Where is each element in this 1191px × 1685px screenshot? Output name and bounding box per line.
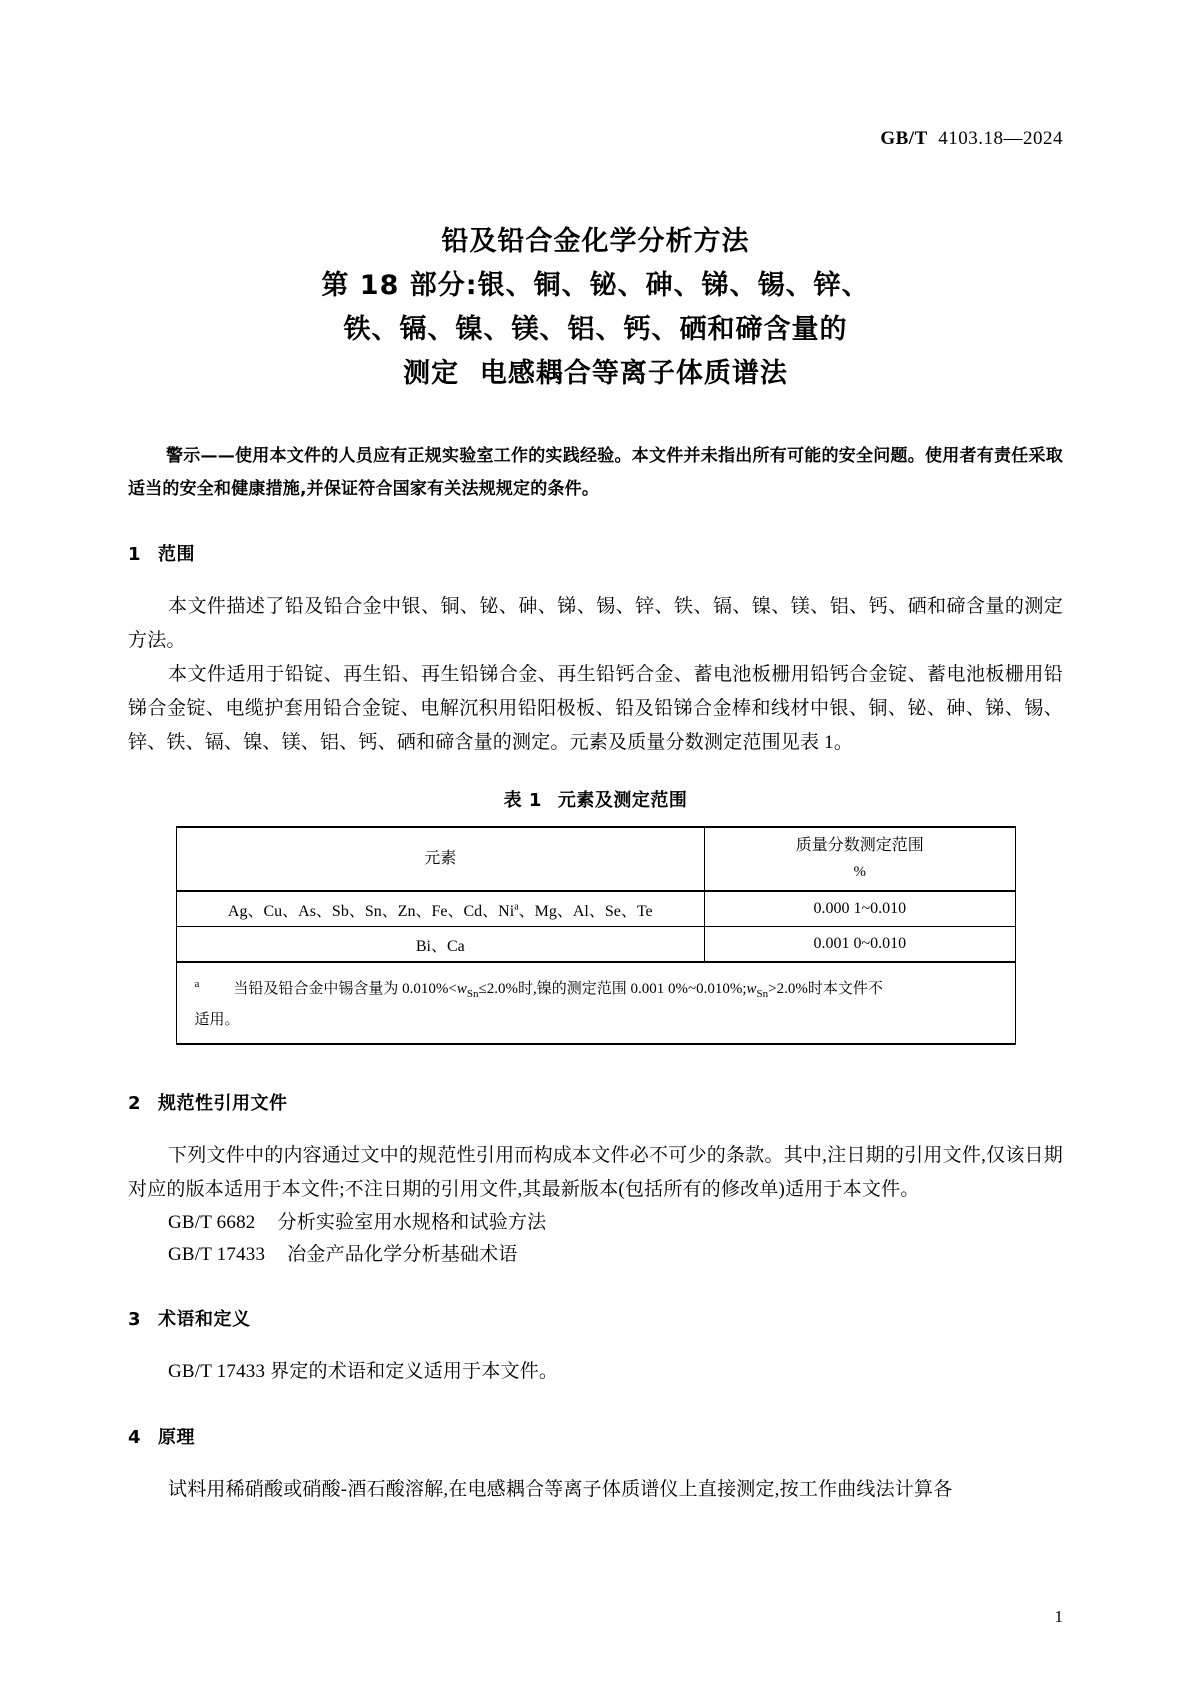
table-header-range-unit: % [853,864,867,880]
clause-number-4: 4 [128,1427,142,1448]
table-cell-elements [176,891,705,927]
clause-heading-1 [128,540,1063,566]
table-footnote [176,962,1015,1044]
footnote-ref-a: a [514,901,519,913]
table-header-range-line1: 质量分数测定范围 [795,837,924,854]
table-header-row [176,827,1015,891]
ref-title-2: 冶金产品化学分析基础术语 [287,1244,518,1265]
table-footnote-row [176,962,1015,1044]
elements-list-1-tail: 、Mg、Al、Se、Te [518,902,653,920]
standard-prefix: GB/T [880,128,928,149]
footnote-var-1: w [456,981,467,997]
clause-heading-2 [128,1089,1063,1115]
title-line-3: 铁、镉、镍、镁、铝、钙、硒和碲含量的 [343,314,848,345]
title-line-1: 铅及铅合金化学分析方法 [441,226,750,257]
table-header-elements: 元素 [176,827,705,891]
table-caption [128,786,1063,812]
standard-number: 4103.18 [938,128,1004,149]
ref-code-1: GB/T 6682 [168,1212,256,1233]
normative-ref-item [128,1239,1063,1271]
running-header [880,128,1063,150]
standard-year: 2024 [1023,128,1063,149]
clause-title-3: 术语和定义 [158,1309,251,1330]
header-dash: — [1003,128,1023,149]
table-caption-title: 元素及测定范围 [557,790,688,811]
title-line-2: 第 18 部分:银、铜、铋、砷、锑、锡、锌、 [321,270,870,301]
footnote-var-2: w [746,981,757,997]
table-cell-range: 0.000 1~0.010 [705,891,1015,927]
normative-ref-item [128,1207,1063,1239]
table-cell-range: 0.001 0~0.010 [705,927,1015,963]
page-title [128,220,1063,396]
table-cell-elements: Bi、Ca [176,927,705,963]
footnote-part-2: ≤2.0%时,镍的测定范围 0.001 0%~0.010%; [478,981,747,997]
clause-number-1: 1 [128,544,142,565]
page-number: 1 [1054,1607,1063,1626]
table-caption-label: 表 1 [503,790,542,811]
clause-title-1: 范围 [158,544,195,565]
table-row [176,927,1015,963]
clause-heading-4 [128,1423,1063,1449]
clause-number-3: 3 [128,1309,142,1330]
footnote-var-2-sub: Sn [756,988,769,1000]
clause-title-4: 原理 [158,1427,195,1448]
footnote-part-4: 适用。 [194,1012,240,1028]
clause-title-2: 规范性引用文件 [158,1093,288,1114]
ref-title-1: 分析实验室用水规格和试验方法 [277,1212,547,1233]
ref-code-2: GB/T 17433 [168,1244,266,1265]
table-header-range [705,827,1015,891]
footnote-part-3: >2.0%时本文件不 [768,981,883,997]
title-line-4: 测定 电感耦合等离子体质谱法 [403,358,788,389]
content-column [128,200,1063,1507]
scope-paragraph-1: 本文件描述了铅及铅合金中银、铜、铋、砷、锑、锡、锌、铁、镉、镍、镁、铝、钙、硒和碲含量的测定方法。 [128,596,1063,651]
elements-list-1: Ag、Cu、As、Sb、Sn、Zn、Fe、Cd、Ni [227,902,515,920]
clause-number-2: 2 [128,1093,142,1114]
principle-paragraph: 试料用稀硝酸或硝酸-酒石酸溶解,在电感耦合等离子体质谱仪上直接测定,按工作曲线法计算各 [168,1479,953,1500]
table-row [176,891,1015,927]
footnote-var-1-sub: Sn [466,988,479,1000]
terms-paragraph: GB/T 17433 界定的术语和定义适用于本文件。 [168,1361,559,1382]
warning-note: 警示——使用本文件的人员应有正规实验室工作的实践经验。本文件并未指出所有可能的安全问题。使用者有责任采取适当的安全和健康措施,并保证符合国家有关法规规定的条件。 [128,446,1063,499]
normative-refs-paragraph: 下列文件中的内容通过文中的规范性引用而构成本文件必不可少的条款。其中,注日期的引用文件,仅该日期对应的版本适用于本文件;不注日期的引用文件,其最新版本(包括所有的修改单)适用于本文件。 [128,1145,1063,1200]
footnote-part-1: 当铅及铅合金中锡含量为 0.010%< [233,981,457,997]
scope-paragraph-2: 本文件适用于铅锭、再生铅、再生铅锑合金、再生铅钙合金、蓄电池板栅用铅钙合金锭、蓄电池板栅用铅锑合金锭、电缆护套用铅合金锭、电解沉积用铅阳极板、铅及铅锑合金棒和线材中银、铜、铋、砷、锑、锡、锌、铁、镉、镍、镁、铝、钙、硒和碲含量的测定。元素及质量分数测定范围见表 1。 [128,664,1063,753]
clause-heading-3 [128,1305,1063,1331]
footnote-marker: a [194,978,200,990]
element-range-table [176,826,1016,1045]
